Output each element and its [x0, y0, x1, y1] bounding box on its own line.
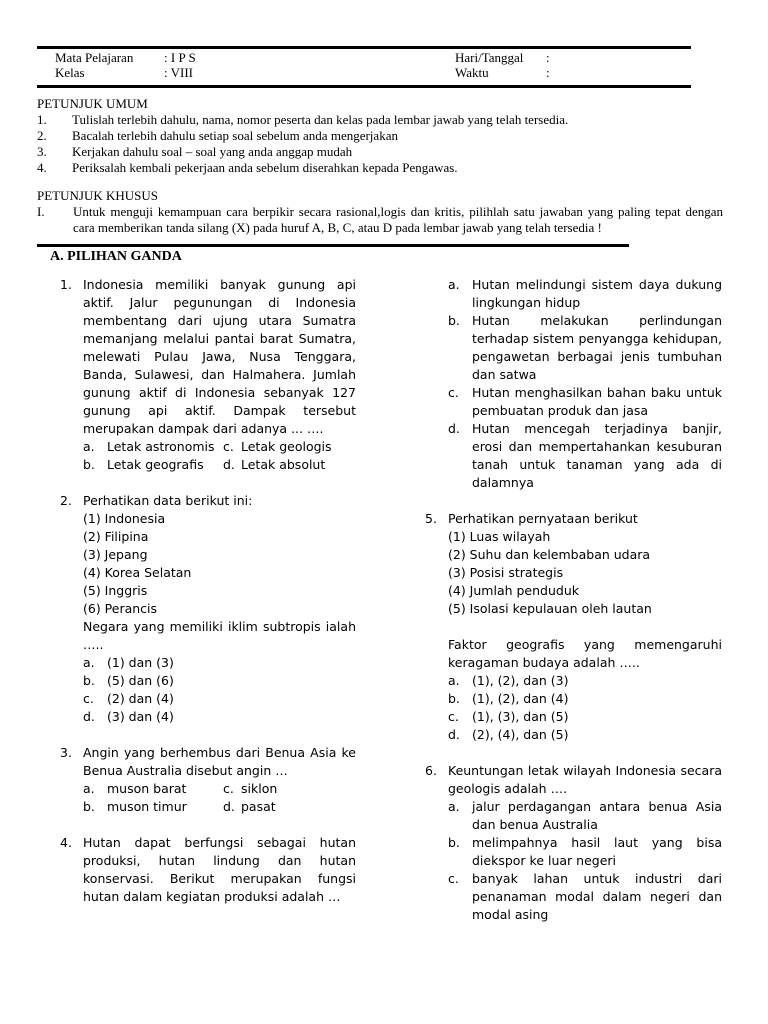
option-c[interactable]: c. Hutan menghasilkan bahan baku untuk pembuatan produk dan jasa: [448, 385, 722, 418]
item-text: Tulislah terlebih dahulu, nama, nomor peserta dan kelas pada lembar jawab yang telah tersedia.: [72, 112, 569, 127]
options-row: [83, 780, 356, 798]
list-item: (1) Indonesia: [83, 511, 166, 526]
option-d[interactable]: d. (3) dan (4): [83, 709, 174, 724]
question-intro: Perhatikan pernyataan berikut: [448, 511, 638, 526]
general-instructions-list: [37, 112, 737, 176]
options-row: [83, 798, 356, 816]
instructions-bottom-rule: [37, 244, 629, 247]
option-a[interactable]: a. (1) dan (3): [83, 655, 174, 670]
option-b[interactable]: b. muson timur: [83, 799, 187, 814]
question-number: 6.: [425, 763, 437, 778]
item-text: Periksalah kembali pekerjaan anda sebelum diserahkan kepada Pengawas.: [72, 160, 458, 175]
special-instructions-title: PETUNJUK KHUSUS: [37, 188, 158, 203]
option-c[interactable]: c. Letak geologis: [223, 439, 332, 454]
item-number: 4.: [37, 160, 47, 175]
class-value: : VIII: [164, 65, 194, 80]
option-a[interactable]: a. Hutan melindungi sistem daya dukung lingkungan hidup: [448, 277, 722, 310]
list-item: (4) Korea Selatan: [83, 565, 192, 580]
question-4-options: [448, 276, 722, 492]
question-number: 5.: [425, 511, 437, 526]
option-a[interactable]: a. (1), (2), dan (3): [448, 673, 569, 688]
list-item: (1) Luas wilayah: [448, 529, 551, 544]
list-item: (2) Suhu dan kelembaban udara: [448, 547, 651, 562]
list-item: (3) Jepang: [83, 547, 148, 562]
section-title: A. PILIHAN GANDA: [50, 249, 182, 264]
question-1: [60, 276, 356, 474]
item-text: Bacalah terlebih dahulu setiap soal sebelum anda mengerjakan: [72, 128, 398, 143]
general-instructions-title: PETUNJUK UMUM: [37, 96, 148, 111]
option-c[interactable]: c. banyak lahan untuk industri dari penanaman modal dalam negeri dan modal asing: [448, 871, 722, 922]
item-number: 2.: [37, 128, 47, 143]
general-instruction-item: [37, 128, 737, 144]
question-number: 2.: [60, 493, 72, 508]
option-d[interactable]: d. Hutan mencegah terjadinya banjir, erosi dan mempertahankan kesuburan tanah untuk tanaman yang ada di dalamnya: [448, 421, 722, 490]
list-item: (5) Isolasi kepulauan oleh lautan: [448, 601, 652, 616]
list-item: (4) Jumlah penduduk: [448, 583, 579, 598]
item-text: Kerjakan dahulu soal – soal yang anda anggap mudah: [72, 144, 353, 159]
question-6: [425, 762, 722, 924]
option-b[interactable]: b. melimpahnya hasil laut yang bisa diekspor ke luar negeri: [448, 835, 722, 868]
question-text: Indonesia memiliki banyak gunung api aktif. Jalur pegunungan di Indonesia membentang dari ujung utara Sumatra memanjang melalui pantai barat Sumatra, melewati Pulau Jawa, Nusa Tenggara, Banda, Sulawesi, dan Halmahera. Jumlah gunung aktif di Indonesia sebanyak 127 gunung api aktif. Dampak tersebut merupakan dampak dari adanya ... ….: [83, 277, 356, 436]
option-c[interactable]: c. siklon: [223, 781, 278, 796]
question-5: [425, 510, 722, 744]
list-item: (2) Filipina: [83, 529, 149, 544]
option-b[interactable]: b. Letak geografis: [83, 457, 204, 472]
general-instruction-item: [37, 144, 737, 160]
question-number: 1.: [60, 277, 72, 292]
left-column: [60, 276, 356, 906]
list-item: (3) Posisi strategis: [448, 565, 564, 580]
question-text: Faktor geografis yang memengaruhi keragaman budaya adalah …..: [448, 637, 722, 670]
list-item: (6) Perancis: [83, 601, 158, 616]
question-intro: Perhatikan data berikut ini:: [83, 493, 253, 508]
date-value: :: [546, 50, 550, 65]
subject-label: Mata Pelajaran: [55, 50, 134, 65]
option-c[interactable]: c. (1), (3), dan (5): [448, 709, 569, 724]
question-4: [60, 834, 356, 906]
question-2: [60, 492, 356, 726]
question-number: 4.: [60, 835, 72, 850]
question-text: Angin yang berhembus dari Benua Asia ke Benua Australia disebut angin …: [83, 745, 356, 778]
options-row: [83, 438, 356, 456]
option-a[interactable]: a. muson barat: [83, 781, 187, 796]
question-text: Hutan dapat berfungsi sebagai hutan produksi, hutan lindung dan hutan konservasi. Berikut merupakan fungsi hutan dalam kegiatan produksi adalah …: [83, 835, 356, 904]
question-text: Negara yang memiliki iklim subtropis ialah …..: [83, 619, 356, 652]
question-3: [60, 744, 356, 816]
options-row: [83, 456, 356, 474]
option-c[interactable]: c. (2) dan (4): [83, 691, 174, 706]
option-b[interactable]: b. (1), (2), dan (4): [448, 691, 569, 706]
option-d[interactable]: d. Letak absolut: [223, 457, 326, 472]
class-label: Kelas: [55, 65, 85, 80]
time-label: Waktu: [455, 65, 489, 80]
general-instruction-item: [37, 112, 737, 128]
option-a[interactable]: a. jalur perdagangan antara benua Asia dan benua Australia: [448, 799, 722, 832]
question-number: 3.: [60, 745, 72, 760]
right-column: [425, 276, 722, 924]
item-number: 3.: [37, 144, 47, 159]
subject-value: : I P S: [164, 50, 196, 65]
option-b[interactable]: b. Hutan melakukan perlindungan terhadap sistem penyangga kehidupan, pengawetan berbagai jenis tumbuhan dan satwa: [448, 313, 722, 382]
question-text: Keuntungan letak wilayah Indonesia secara geologis adalah ….: [448, 763, 722, 796]
option-a[interactable]: a. Letak astronomis: [83, 439, 215, 454]
option-d[interactable]: d. pasat: [223, 799, 276, 814]
option-d[interactable]: d. (2), (4), dan (5): [448, 727, 569, 742]
header-bottom-rule: [37, 85, 691, 88]
general-instruction-item: [37, 160, 737, 176]
header-top-rule: [37, 46, 691, 49]
item-number: 1.: [37, 112, 47, 127]
list-item: (5) Inggris: [83, 583, 148, 598]
date-label: Hari/Tanggal: [455, 50, 524, 65]
time-value: :: [546, 65, 550, 80]
special-instructions-text: Untuk menguji kemampuan cara berpikir secara rasional,logis dan kritis, pilihlah satu jawaban yang paling tepat dengan cara memberikan tanda silang (X) pada huruf A, B, C, atau D pada lembar jawab yang telah tersedia !: [73, 204, 723, 235]
special-instructions-number: I.: [37, 204, 45, 219]
option-b[interactable]: b. (5) dan (6): [83, 673, 174, 688]
